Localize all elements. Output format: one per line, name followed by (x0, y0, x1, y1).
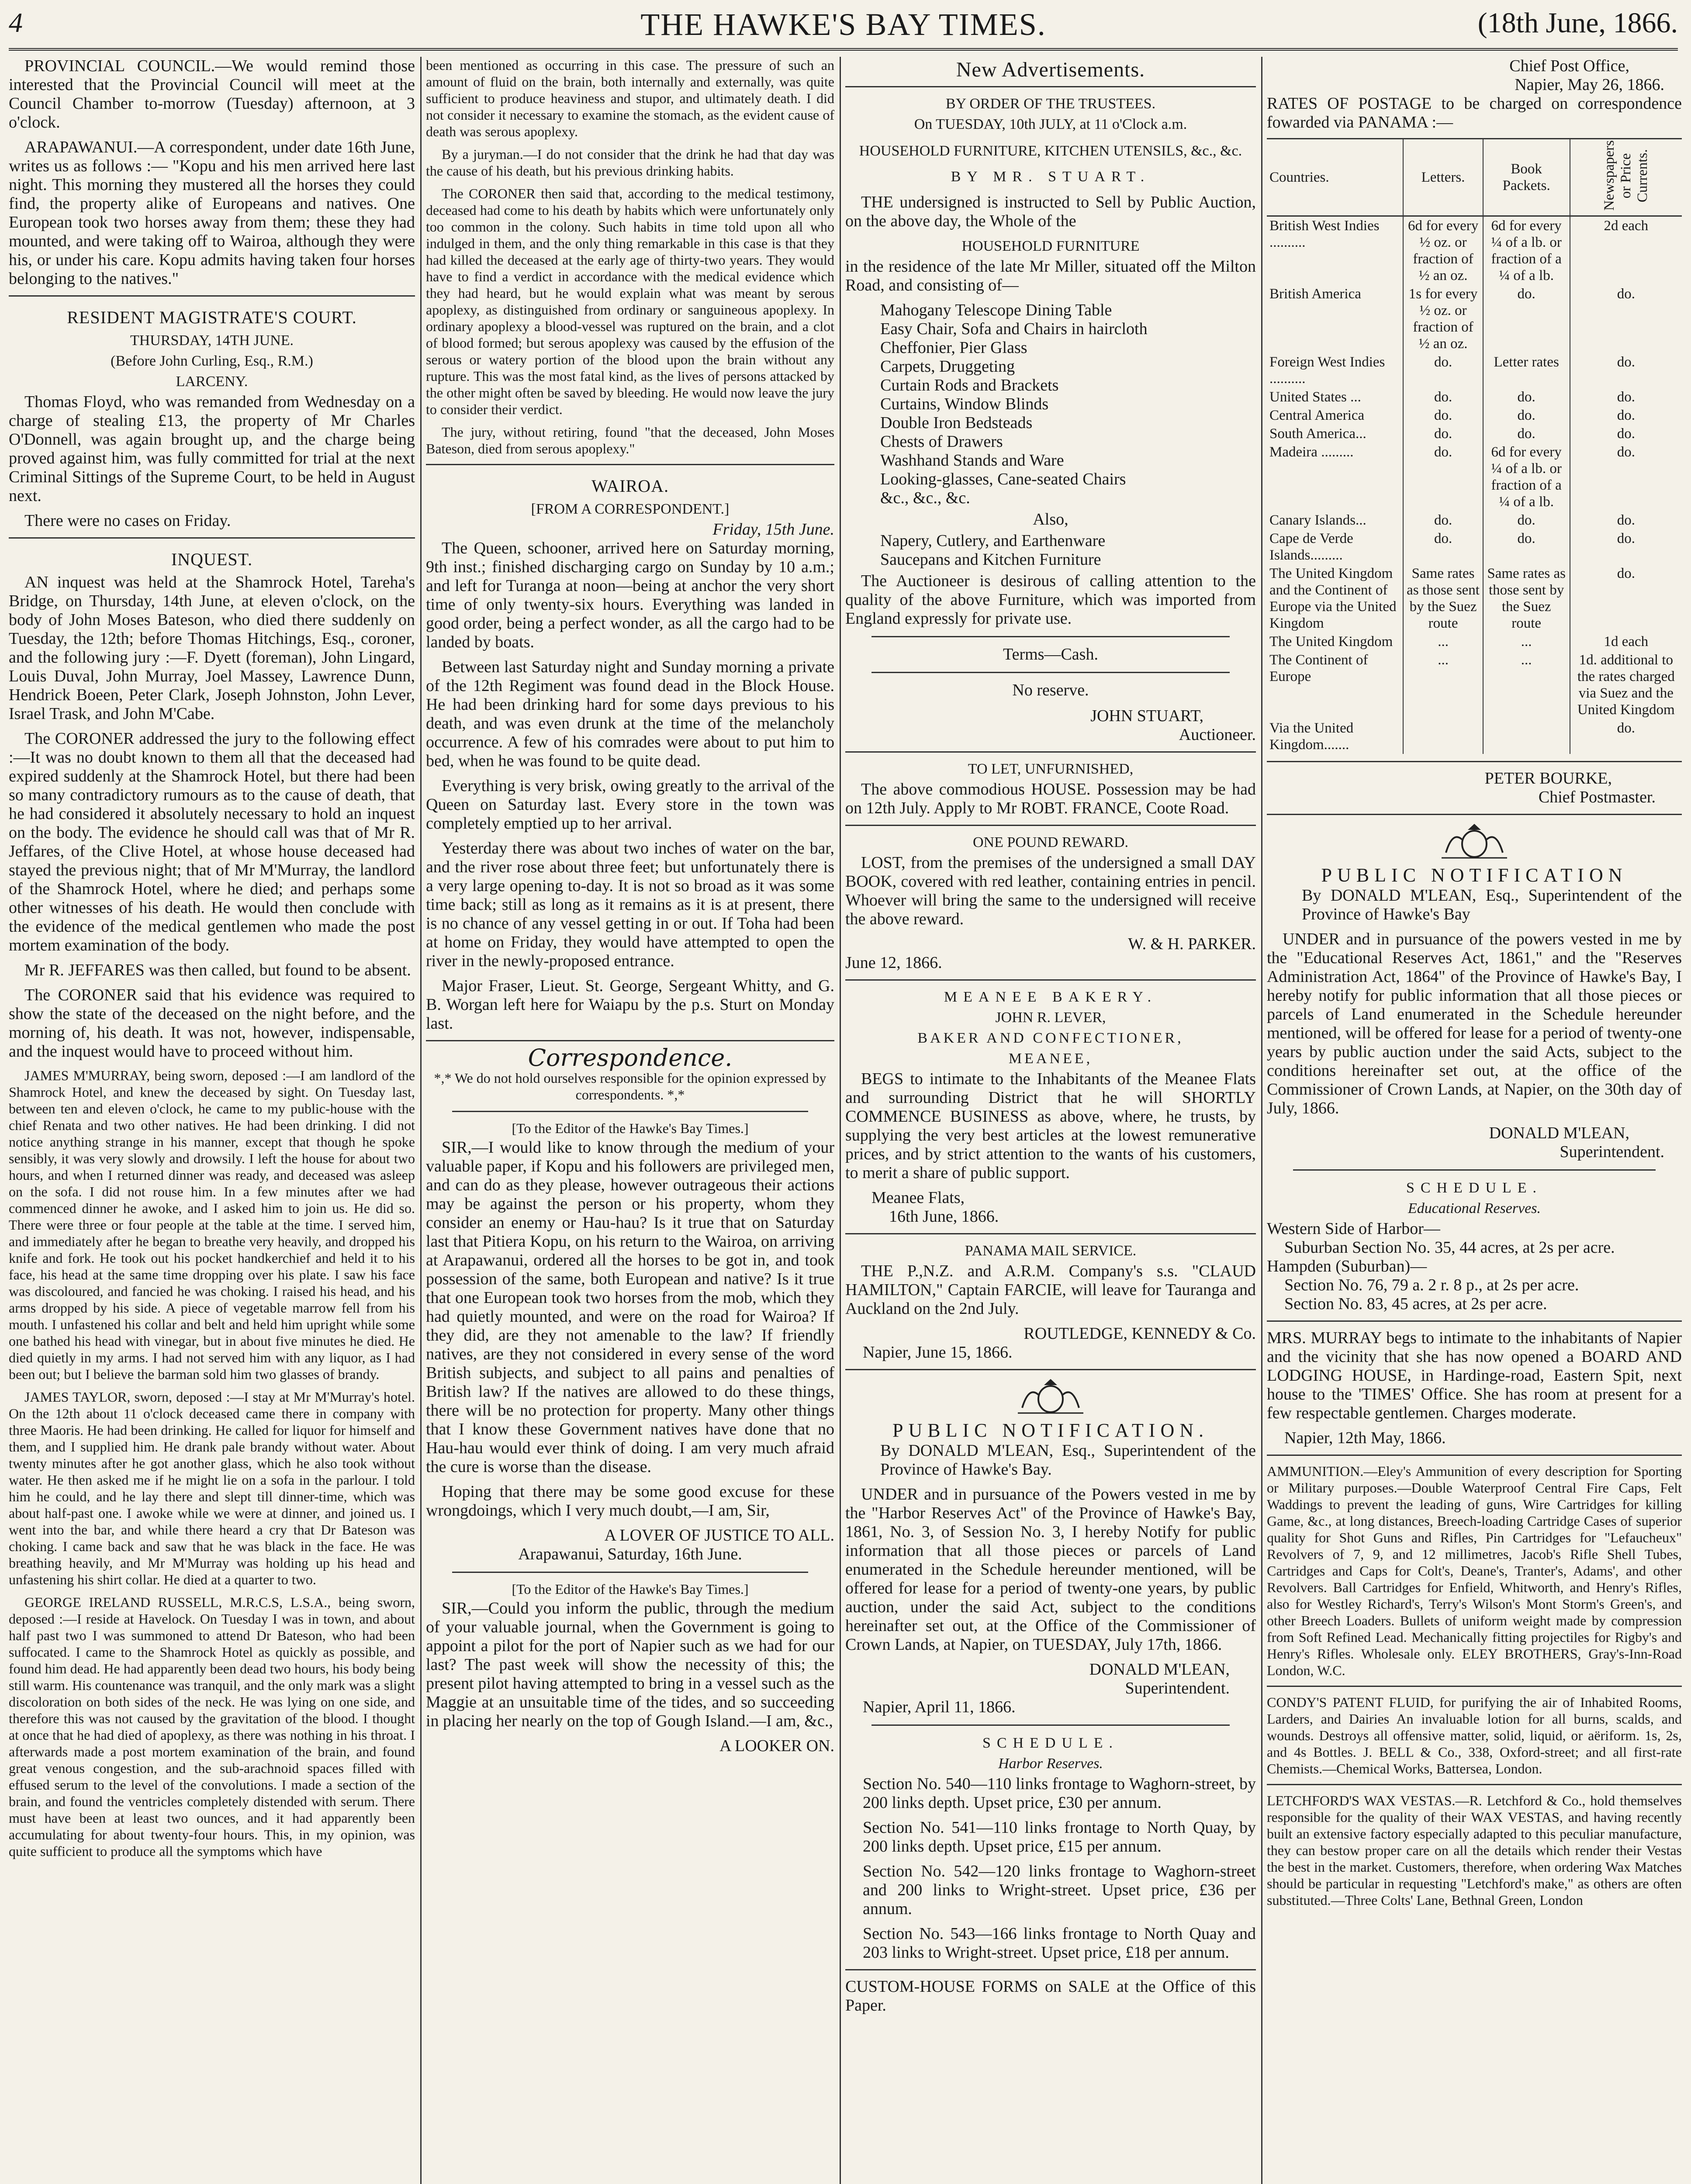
court-before: (Before John Curling, Esq., R.M.) (111, 353, 313, 369)
table-cell: The United Kingdom and the Continent of Europe via the United Kingdom (1269, 566, 1397, 632)
notification-text: UNDER and in pursuance of the Powers vested in me by the "Harbor Reserves Act" of the Province of Hawke's Bay, 1861, No. 3, of Session No. 3, I hereby Notify for public information that all those pieces or parcels of Land enumerated in the Schedule hereunder mentioned, will be offered for lease for a period of twenty-one years, by public auction, under the said Act, subject to the conditions hereinafter set out, at the Office of the Commissioner of Crown Lands, at Napier, on TUESDAY, July 17th, 1866. (845, 1485, 1256, 1654)
table-cell: do. (1570, 285, 1682, 353)
postmaster-name: PETER BOURKE, (1484, 769, 1612, 788)
wairoa-heading: WAIROA. (591, 476, 669, 496)
table-cell: do. (1483, 388, 1570, 406)
divider (845, 1233, 1256, 1234)
panama-date: Napier, June 15, 1866. (863, 1343, 1013, 1362)
table-cell: do. (1483, 511, 1570, 529)
table-cell: do. (1483, 425, 1570, 443)
table-cell: Canary Islands... (1269, 512, 1366, 529)
notification-by: By DONALD M'LEAN, Esq., Superintendent of the Province of Hawke's Bay. (880, 1441, 1256, 1479)
column-divider (840, 57, 841, 2184)
masthead (9, 7, 1678, 41)
panama-heading: PANAMA MAIL SERVICE. (965, 1243, 1137, 1259)
furniture-item: Mahogany Telescope Dining Table (880, 301, 1112, 319)
schedule-heading: SCHEDULE. (982, 1735, 1119, 1751)
table-cell: do. (1570, 719, 1682, 754)
furniture-item: Chests of Drawers (880, 432, 1003, 451)
by-mr-stuart: BY MR. STUART. (951, 169, 1151, 185)
letter-body: SIR,—Could you inform the public, through the medium of your valuable journal, when the Government is going to appoint a pilot for the port of Napier such as we had for our last? The past week will show the necessity of this; the present pilot having attempted to bring in a vessel such as the Maggie at an unsuitable time of the tides, and so succeeding in placing her nearly on the top of Gough Island.—I am, &c., (426, 1599, 834, 1730)
harbor-reserves: Harbor Reserves. (998, 1755, 1103, 1772)
bakery-place: MEANEE, (1008, 1051, 1093, 1067)
divider (452, 1572, 808, 1573)
table-header-cell (1570, 139, 1682, 216)
bakery-date: 16th June, 1866. (889, 1207, 999, 1226)
bakery-address: Meanee Flats, (871, 1189, 965, 1207)
table-row (1267, 632, 1682, 651)
table-cell: Same rates as those sent by the Suez route (1403, 564, 1483, 632)
household-furniture: HOUSEHOLD FURNITURE (961, 238, 1140, 254)
bakery-heading: MEANEE BAKERY. (944, 989, 1158, 1005)
divider (871, 672, 1230, 673)
reward-heading: ONE POUND REWARD. (972, 834, 1129, 850)
inquest-paragraph: GEORGE IRELAND RUSSELL, M.R.C.S, L.S.A., being sworn, deposed :—I reside at Havelock. On Tuesday I was in town, and about half past two I was summoned to attend Dr Bateson, who had been suffocated. I came to the Shamrock Hotel as quickly as possible, and found him dead. He had apparently been dead two hours, his body being still warm. His countenance was tranquil, and the only mark was a slight discoloration on both sides of the neck. He was lying on one side, and therefore this was not caused by the gravitation of the blood. I thought at once that he had died of apoplexy, as there was nothing in his throat. I afterwards made a post mortem examination of the brain, and found great venous congestion, and the sub-arachnoid spaces filled with effused serum to the level of the convolutions. I made a section of the brain, and found the ventricles completely distended with serum. There must have been at least two ounces, and it had apparently been accumulating for about twenty-four hours. This, in my opinion, was quite sufficient to produce all the symptoms which have (9, 1594, 415, 1859)
inquest-continued: been mentioned as occurring in this case. The pressure of such an amount of fluid on the brain, both internally and externally, was quite sufficient to produce heaviness and stupor, and ultimately death. I did not consider it necessary to examine the stomach, as the evident cause of death was serous apoplexy. (426, 57, 834, 139)
reward-text: LOST, from the premises of the undersigned a small DAY BOOK, covered with red leather, containing entries in pencil. Whoever will bring the same to the undersigned will receive the above reward. (845, 854, 1256, 928)
table-cell: do. (1483, 285, 1570, 353)
table-cell (1403, 719, 1483, 754)
table-cell: Cape de Verde Islands......... (1269, 531, 1353, 563)
divider (845, 86, 1256, 87)
divider (426, 464, 834, 465)
also-label: Also, (1033, 510, 1069, 529)
table-header-cell (1403, 139, 1483, 216)
provincial-council-item: PROVINCIAL COUNCIL.—We would remind those interested that the Provincial Council will meet at the Council Chamber to-morrow (Tuesday) afternoon, at 3 o'clock. (9, 57, 415, 131)
table-row (1267, 285, 1682, 353)
letter-body: Hoping that there may be some good excuse for these wrongdoings, which I very much doubt,—I am, Sir, (426, 1482, 834, 1520)
schedule-heading: SCHEDULE. (1406, 1180, 1543, 1196)
auction-text: THE undersigned is instructed to Sell by Public Auction, on the above day, the Whole of the (845, 193, 1256, 230)
boarding-house-date: Napier, 12th May, 1866. (1284, 1429, 1446, 1448)
inquest-paragraph: AN inquest was held at the Shamrock Hotel, Tareha's Bridge, on Thursday, 14th June, at eleven o'clock, on the body of John Moses Bateson, who died there suddenly on Tuesday, the 12th; before Thomas Hitchings, Esq., coroner, and the following jury :—F. Dyett (foreman), John Lingard, Louis Duval, John Murray, Joel Massey, Lawrence Dunn, Hendrick Boeen, Peter Clark, Joseph Johnston, John Lever, Israel Trask, and John M'Cabe. (9, 573, 415, 723)
new-ads-heading: New Advertisements. (956, 58, 1145, 81)
also-list (880, 532, 1256, 569)
inquest-paragraph: JAMES TAYLOR, sworn, deposed :—I stay at Mr M'Murray's hotel. On the 12th about 11 o'clock deceased came there in company with three Maoris. He had been drinking. He called for liquor for himself and them, and I supplied him. He drank pale brandy without water. About twenty minutes after he got another glass, which he also took without water. He then asked me if he might lie on a sofa in the parlour. I told him he could, and he lay there and slept till dinner-time, which was about half-past one. I awoke while we were at dinner, and joined us. I went into the bar, and while there heard a cry that Dr Bateson was choking. I came back and saw that he was black in the face. He was breathing heavily, and Mr M'Murray was holding up his head and unfastening his shirt collar. He died at a quarter to two. (9, 1389, 415, 1587)
terms: Terms—Cash. (1003, 645, 1098, 663)
notification-text: UNDER and in pursuance of the powers vested in me by the "Educational Reserves Act, 1861," and the "Reserves Administration Act, 1864" of the Province of Hawke's Bay, I hereby notify for public information that all those pieces or parcels of Land enumerated in the Schedule hereunder mentioned, will be offered for lease for a period of twenty-one years by public auction under the said Acts, subject to the conditions hereinafter set out, at the office of the Commissioner of Crown Lands, at Napier, on the 30th day of July, 1866. (1267, 930, 1682, 1118)
divider (1267, 1784, 1682, 1785)
table-cell: do. (1570, 443, 1682, 511)
schedule-line: Section No. 76, 79 a. 2 r. 8 p., at 2s per acre. (1284, 1276, 1579, 1295)
also-item: Saucepans and Kitchen Furniture (880, 550, 1101, 569)
letter-address: [To the Editor of the Hawke's Bay Times.] (512, 1581, 749, 1597)
column-divider (420, 57, 422, 2184)
notification-signature: DONALD M'LEAN, (1089, 1660, 1230, 1679)
table-cell: Via the United Kingdom....... (1269, 720, 1354, 753)
table-cell: Central America (1269, 408, 1365, 424)
table-cell: 6d for every ¼ of a lb. or fraction of a ¼ of a lb. (1483, 216, 1570, 285)
divider (1267, 1686, 1682, 1687)
public-notification-heading: PUBLIC NOTIFICATION. (892, 1420, 1209, 1441)
table-cell: do. (1570, 425, 1682, 443)
column-divider (1261, 57, 1262, 2184)
column-1 (9, 57, 415, 2184)
divider (871, 636, 1230, 637)
table-cell: British West Indies .......... (1269, 218, 1380, 251)
court-report: Thomas Floyd, who was remanded from Wednesday on a charge of stealing £13, the property of Mr Charles O'Donnell, was again brought up, and the charge being proved against him, was fully committed for trial at the next Criminal Sittings of the Supreme Court, to be held in August next. (9, 393, 415, 505)
to-let-heading: TO LET, UNFURNISHED, (968, 761, 1134, 777)
inquest-paragraph: The CORONER said that his evidence was required to show the state of the deceased on the night before, and the morning of, his death. It was not, however, indispensable, and the inquest would have to proceed without him. (9, 986, 415, 1061)
table-cell: 2d each (1570, 216, 1682, 285)
table-cell: South America... (1269, 426, 1366, 442)
court-friday: There were no cases on Friday. (24, 511, 231, 530)
table-cell: The United Kingdom (1269, 634, 1393, 650)
table-cell: do. (1570, 511, 1682, 529)
inquest-continued: By a juryman.—I do not consider that the drink he had that day was the cause of his death, but his previous drinking habits. (426, 146, 834, 179)
furniture-list (880, 301, 1256, 508)
table-row (1267, 719, 1682, 754)
schedule-line: Hampden (Suburban)— (1267, 1257, 1427, 1276)
court-heading: RESIDENT MAGISTRATE'S COURT. (67, 308, 357, 327)
table-cell: do. (1483, 529, 1570, 564)
table-cell: The Continent of Europe (1269, 652, 1368, 685)
table-row (1267, 388, 1682, 406)
table-cell: do. (1570, 353, 1682, 388)
reserve: No reserve. (1012, 681, 1089, 699)
royal-crest-icon (1013, 1377, 1088, 1417)
notification-role: Superintendent. (1125, 1679, 1230, 1697)
table-header-label: Letters. (1421, 169, 1465, 186)
furniture-item: &c., &c., &c. (880, 489, 970, 507)
auctioneer-name: JOHN STUART, (1090, 707, 1203, 725)
table-cell: do. (1403, 406, 1483, 425)
letter-address: [To the Editor of the Hawke's Bay Times.] (512, 1120, 749, 1136)
divider (1293, 1169, 1656, 1171)
divider (1267, 761, 1682, 762)
postmaster-role: Chief Postmaster. (1538, 788, 1656, 807)
table-cell: do. (1483, 406, 1570, 425)
table-row (1267, 216, 1682, 285)
table-cell: Madeira ......... (1269, 444, 1354, 460)
letter-body: SIR,—I would like to know through the medium of your valuable paper, if Kopu and his followers are privileged men, and can do as they please, however outrageous their actions may be against the person or his property, whom they consider an enemy or Hau-hau? Is it true that on Saturday last that Pitiera Kopu, on his return to the Wairoa, on arriving at Arapawanui, ordered all the horses to be got in, and took possession of the same, both European and native? Is it true that one European took two horses from the mob, which they had quietly mounted, and were on the road for Wairoa? If they did, are they not amenable to the law? If friendly natives, are they not considered in every sense of the word British subjects, and subject to all pains and penalties of British law? If the natives are allowed to do these things, there will be no protection for property. Many other things that I know these Government natives have done that no Hau-hau would ever think of doing. I am very much afraid the cure is worse than the disease. (426, 1138, 834, 1476)
furniture-item: Curtains, Window Blinds (880, 395, 1049, 413)
ammunition-ad: AMMUNITION.—Eley's Ammunition of every description for Sporting or Military purposes.—Double Waterproof Central Fire Caps, Felt Waddings to prevent the leading of guns, Wire Cartridges for killing Game, &c., at long distances, Breech-loading Cartridge Cases of superior quality for Shot Guns and Rifles, Pin Cartridges for "Lefaucheux" Revolvers of 7, 9, and 12 millimetres, Jacob's Rifle Shell Tubes, Cartridges and Caps for Colt's, Deane's, Tranter's, Adams', and other Revolvers. Ball Cartridges for Enfield, Whitworth, and Henry's Rifles, also for Westley Richard's, Terry's Wilson's Mont Storm's Green's, and other Breech Loaders. Bullets of uniform weight made by compression from Soft Refined Lead. Mechanically fitting projectiles for Rigby's and Henry's Rifles. Wholesale only. ELEY BROTHERS, Gray's-Inn-Road London, W.C. (1267, 1463, 1682, 1679)
furniture-item: Easy Chair, Sofa and Chairs in haircloth (880, 320, 1148, 338)
divider (845, 979, 1256, 981)
sections-list (845, 1775, 1256, 1962)
newspaper-title: THE HAWKE'S BAY TIMES. (640, 7, 1046, 42)
table-cell: 1s for every ½ oz. or fraction of ½ an oz. (1403, 285, 1483, 353)
table-cell: ... (1483, 632, 1570, 651)
public-notification-heading: PUBLIC NOTIFICATION (1321, 864, 1628, 886)
table-cell: do. (1403, 529, 1483, 564)
divider (845, 1369, 1256, 1370)
divider (9, 537, 415, 539)
divider (871, 1724, 1230, 1726)
inquest-paragraph: Mr R. JEFFARES was then called, but found to be absent. (24, 961, 411, 979)
also-item: Napery, Cutlery, and Earthenware (880, 532, 1106, 550)
schedule-line: Section No. 83, 45 acres, at 2s per acre. (1284, 1295, 1547, 1313)
table-header-cell (1483, 139, 1570, 216)
table-cell: do. (1403, 425, 1483, 443)
table-cell: 1d. additional to the rates charged via Suez and the United Kingdom (1570, 651, 1682, 719)
divider (452, 1111, 808, 1112)
wairoa-source: [FROM A CORRESPONDENT.] (531, 501, 730, 517)
auction-date: On TUESDAY, 10th JULY, at 11 o'Clock a.m. (914, 116, 1187, 132)
column-3 (845, 57, 1256, 2184)
divider (845, 751, 1256, 753)
customs-forms-ad: CUSTOM-HOUSE FORMS on SALE at the Office of this Paper. (845, 1977, 1256, 2015)
table-cell: do. (1570, 529, 1682, 564)
inquest-continued: The CORONER then said that, according to the medical testimony, deceased had come to his death by habits which were unfortunately only too common in the colony. Such habits in time told upon all who indulged in them, and the only thing remarkable in this case is that they had killed the deceased at the early age of thirty-two years. They would have to find a verdict in accordance with the medical evidence which they had heard, but he would explain what was meant by serous apoplexy, as distinguished from ordinary or sanguineous apoplexy. In ordinary apoplexy a blood-vessel was ruptured on the brain, and a clot of blood formed; but serous apoplexy was caused by the effusion of the serous or watery portion of the blood upon the brain without any rupture. This was the most fatal kind, as the lives of persons attacked by the other might often be saved by bleeding. He would now leave the jury to consider their verdict. (426, 186, 834, 417)
wairoa-date: Friday, 15th June. (712, 520, 834, 539)
table-row (1267, 425, 1682, 443)
furniture-item: Curtain Rods and Brackets (880, 376, 1059, 394)
table-row (1267, 529, 1682, 564)
furniture-item: Looking-glasses, Cane-seated Chairs (880, 470, 1126, 488)
table-cell (1483, 719, 1570, 754)
panama-signature: ROUTLEDGE, KENNEDY & Co. (1024, 1324, 1256, 1343)
letter-signature: A LOVER OF JUSTICE TO ALL. (604, 1526, 834, 1545)
table-cell: Letter rates (1483, 353, 1570, 388)
to-let-text: The above commodious HOUSE. Possession may be had on 12th July. Apply to Mr ROBT. FRANCE, Coote Road. (845, 780, 1256, 817)
post-office-heading: Chief Post Office, (1509, 57, 1629, 75)
table-row (1267, 353, 1682, 388)
table-cell: British America (1269, 286, 1361, 302)
divider (1267, 1320, 1682, 1322)
condys-fluid-ad: CONDY'S PATENT FLUID, for purifying the air of Inhabited Rooms, Larders, and Dairies An invaluable lotion for all burns, scalds, and wounds. Destroys all offensive matter, solid, liquid, or aëriform. 1s, 2s, and 4s Bottles. J. BELL & Co., 338, Oxford-street; and all first-rate Chemists.—Chemical Works, Battersea, London. (1267, 1694, 1682, 1777)
column-2 (426, 57, 834, 2184)
table-header-label: Book Packets. (1502, 161, 1550, 194)
divider (845, 1969, 1256, 1970)
harbor-section: Section No. 542—120 links frontage to Waghorn-street and 200 links to Wright-street. Upset price, £36 per annum. (863, 1862, 1256, 1918)
auction-residence: in the residence of the late Mr Miller, situated off the Milton Road, and consisting of— (845, 257, 1256, 294)
table-row (1267, 511, 1682, 529)
table-cell: ... (1403, 632, 1483, 651)
table-cell: do. (1403, 511, 1483, 529)
divider (845, 825, 1256, 826)
table-cell: Same rates as those sent by the Suez route (1483, 564, 1570, 632)
table-cell: Foreign West Indies .......... (1269, 354, 1385, 387)
harbor-section: Section No. 541—110 links frontage to North Quay, by 200 links depth. Upset price, £15 per annum. (863, 1818, 1256, 1856)
auctioneer-role: Auctioneer. (1179, 726, 1256, 744)
trustees-line: BY ORDER OF THE TRUSTEES. (945, 96, 1156, 112)
royal-crest-icon (1437, 822, 1511, 861)
wax-vestas-ad: LETCHFORD'S WAX VESTAS.—R. Letchford & Co., hold themselves responsible for the quality of their WAX VESTAS, and having recently built an extensive factory especially adapted to this peculiar manufacture, they can bestow proper care on all the details which render their Vestas the best in the market. Customers, therefore, when ordering Wax Matches should be particular in requesting "Letchford's make," as others are often substituted.—Three Colts' Lane, Bethnal Green, London (1267, 1793, 1682, 1908)
postage-rates-table (1267, 138, 1682, 754)
table-cell: 1d each (1570, 632, 1682, 651)
table-header-label: Newspapers or Price Currents. (1601, 140, 1651, 211)
inquest-heading: INQUEST. (171, 549, 253, 569)
harbor-section: Section No. 543—166 links frontage to North Quay and 203 links to Wright-street. Upset price, £18 per annum. (863, 1925, 1256, 1962)
wairoa-paragraph: Everything is very brisk, owing greatly to the arrival of the Queen on Saturday last. Every store in the town was completely emptied up to her arrival. (426, 777, 834, 833)
boarding-house-ad: MRS. MURRAY begs to intimate to the inhabitants of Napier and the vicinity that she has now opened a BOARD AND LODGING HOUSE, in Hardinge-road, Eastern Spit, next house to the 'TIMES' Office. She has room at present for a few respectable gentlemen. Charges moderate. (1267, 1329, 1682, 1423)
table-cell: 6d for every ¼ of a lb. or fraction of a ¼ of a lb. (1483, 443, 1570, 511)
panama-text: THE P.,N.Z. and A.R.M. Company's s.s. "CLAUD HAMILTON," Captain FARCIE, will leave for Tauranga and Auckland on the 2nd July. (845, 1262, 1256, 1318)
reward-date: June 12, 1866. (845, 954, 942, 972)
table-cell: 6d for every ½ oz. or fraction of ½ an oz. (1403, 216, 1483, 285)
post-office-date: Napier, May 26, 1866. (1515, 76, 1664, 94)
table-cell: do. (1403, 388, 1483, 406)
letter-place: Arapawanui, Saturday, 16th June. (518, 1545, 742, 1563)
reward-signature: W. & H. PARKER. (1128, 935, 1256, 953)
table-cell: ... (1403, 651, 1483, 719)
divider (9, 295, 415, 297)
wairoa-paragraph: Major Fraser, Lieut. St. George, Sergeant Whitty, and G. B. Worgan left here for Waiapu by the p.s. Sturt on Monday last. (426, 977, 834, 1033)
table-header-label: Countries. (1269, 169, 1329, 186)
schedule-line: Suburban Section No. 35, 44 acres, at 2s per acre. (1284, 1238, 1615, 1257)
table-row (1267, 443, 1682, 511)
table-header-cell (1267, 139, 1403, 216)
letter-signature: A LOOKER ON. (719, 1737, 834, 1755)
furniture-item: Cheffonier, Pier Glass (880, 339, 1027, 357)
furniture-item: Double Iron Bedsteads (880, 414, 1033, 432)
notification-by: By DONALD M'LEAN, Esq., Superintendent of the Province of Hawke's Bay (1302, 886, 1682, 924)
inquest-paragraph: The CORONER addressed the jury to the following effect :—It was no doubt known to them all that the deceased had expired suddenly at the Shamrock Hotel, but there had been so many contradictory rumours as to the cause of death, that he had considered it absolutely necessary to hold an inquest on the body. The evidence he should call was that of Mr R. Jeffares, of the Clive Hotel, at whose house deceased had stayed the previous night; that of Mr M'Murray, the landlord of the Shamrock Hotel, where he died; and perhaps some other witnesses of his death. He would then conclude with the evidence of the medical gentlemen who made the post mortem examination of the body. (9, 729, 415, 954)
furniture-item: Washhand Stands and Ware (880, 451, 1064, 470)
page-number: 4 (9, 7, 23, 38)
furniture-item: Carpets, Druggeting (880, 357, 1015, 376)
inquest-paragraph: JAMES M'MURRAY, being sworn, deposed :—I am landlord of the Shamrock Hotel, and knew the deceased by sight. On Tuesday last, between ten and eleven o'clock, he came to my public-house with the chief Renata and two other natives. He had been drinking. I did not notice anything strange in his manner, except that though he spoke sensibly, it was very slowly and drowsily. I left the house for about two hours, and when I returned dinner was ready, and deceased was asleep on the sofa. I did not rouse him. In a few minutes after we had commenced dinner he awoke, and I asked him to join us. He did so. There were three or four people at the table at the time. I served him, and immediately after he began to breathe very heavily, and dropped his knife and fork. He took out his pocket handkerchief and held it to his face, his head at the same time dropping over his plate. I saw his face was discoloured, and fancied he was choking. I raised his head, and his arms dropped by his side. A piece of vegetable marrow fell from his mouth. I unfastened his collar and belt and held him upright while some one bathed his head with vinegar, but in about five minutes he died. He died quietly in my arms. I had not served him with any liquor, as I had been out; but I believe the barman sold him two glasses of brandy. (9, 1068, 415, 1382)
correspondence-heading: Correspondence. (528, 1044, 733, 1071)
column-4 (1267, 57, 1682, 2184)
table-cell: ... (1483, 651, 1570, 719)
court-date: THURSDAY, 14TH JUNE. (130, 332, 294, 349)
table-cell: do. (1570, 406, 1682, 425)
auctioneer-note: The Auctioneer is desirous of calling attention to the quality of the above Furniture, which was imported from England expressly for private use. (845, 572, 1256, 628)
harbor-section: Section No. 540—110 links frontage to Waghorn-street, by 200 links depth. Upset price, £30 per annum. (863, 1775, 1256, 1812)
table-cell: do. (1570, 564, 1682, 632)
wairoa-paragraph: Between last Saturday night and Sunday morning a private of the 12th Regiment was found dead in the Block House. He had been drinking hard for some days previous to his death, and was even drunk at the time of the melancholy occurrence. A few of his comrades were about to put him to bed, when he was found to be quite dead. (426, 658, 834, 770)
table-row (1267, 651, 1682, 719)
notification-role: Superintendent. (1560, 1143, 1664, 1161)
masthead-rule (9, 48, 1678, 51)
table-row (1267, 564, 1682, 632)
divider (1267, 1455, 1682, 1456)
table-cell: do. (1403, 443, 1483, 511)
divider (1267, 814, 1682, 815)
wairoa-paragraph: The Queen, schooner, arrived here on Saturday morning, 9th inst.; finished discharging cargo on Sunday by 10 a.m.; and left for Turanga at noon—being at anchor the very short time of only twenty-six hours. Everything was landed in good order, being a perfect wonder, as all the cargo had to be landed by boats. (426, 539, 834, 651)
schedule-line: Western Side of Harbor— (1267, 1220, 1440, 1238)
issue-date: (18th June, 1866. (1477, 7, 1678, 39)
table-cell: United States ... (1269, 389, 1361, 405)
educational-reserves: Educational Reserves. (1407, 1200, 1541, 1217)
postage-rates-intro: RATES OF POSTAGE to be charged on correspondence fowarded via PANAMA :— (1267, 94, 1682, 131)
notification-date: Napier, April 11, 1866. (863, 1698, 1016, 1716)
table-row (1267, 406, 1682, 425)
divider (426, 1040, 834, 1041)
bakery-trade: BAKER AND CONFECTIONER, (917, 1030, 1184, 1046)
auction-title: HOUSEHOLD FURNITURE, KITCHEN UTENSILS, &c., &c. (859, 143, 1242, 159)
notification-signature: DONALD M'LEAN, (1489, 1124, 1629, 1143)
bakery-text: BEGS to intimate to the Inhabitants of the Meanee Flats and surrounding District that he will SHORTLY COMMENCE BUSINESS as above, where, he trusts, by supplying the very best articles at the lowest remunerative prices, and by strict attention to the wants of his customers, to merit a share of public support. (845, 1070, 1256, 1182)
bakery-owner: JOHN R. LEVER, (995, 1009, 1106, 1026)
wairoa-paragraph: Yesterday there was about two inches of water on the bar, and the river rose about three feet; but unfortunately there is a very large opening to-day. It is not so broad as it was some time back; still as long as it remains as it is at present, there is no chance of any vessel getting in or out. If Toha had been at home on Friday, they would have attempted to open the river in the newly-proposed entrance. (426, 839, 834, 970)
inquest-verdict: The jury, without retiring, found "that the deceased, John Moses Bateson, died from serous apoplexy." (426, 424, 834, 456)
correspondence-note: *,* We do not hold ourselves responsible for the opinion expressed by correspondents. *,* (434, 1070, 826, 1102)
table-cell: do. (1570, 388, 1682, 406)
table-cell: do. (1403, 353, 1483, 388)
arapawanui-item: ARAPAWANUI.—A correspondent, under date 16th June, writes us as follows :— "Kopu and his men arrived here last night. This morning they mustered all the horses they could find, the property alike of Europeans and natives. One European took two horses away from them; these they had mounted, and were taking off to Wairoa, although they were his, or under his care. Kopu admits having taken four horses belonging to the natives." (9, 138, 415, 288)
court-larceny: LARCENY. (176, 373, 248, 390)
